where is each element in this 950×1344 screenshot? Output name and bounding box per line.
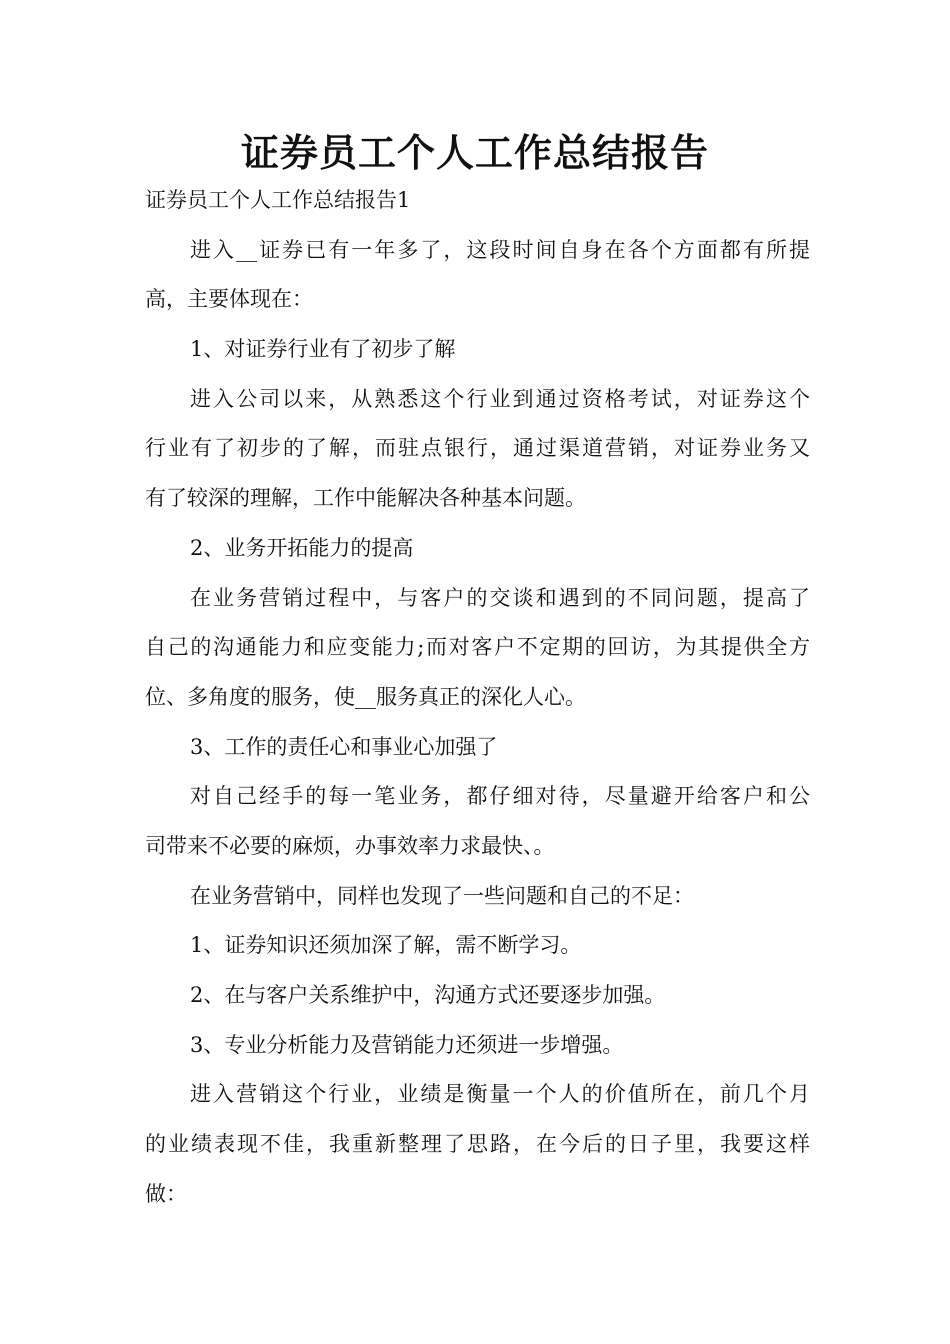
paragraph-line: 高，主要体现在： bbox=[145, 287, 313, 312]
paragraph-line: 进入__证券已有一年多了，这段时间自身在各个方面都有所提 bbox=[190, 237, 810, 262]
list-heading: 2、业务开拓能力的提高 bbox=[190, 535, 414, 560]
list-item: 1、证券知识还须加深了解，需不断学习。 bbox=[190, 933, 582, 958]
list-heading: 3、工作的责任心和事业心加强了 bbox=[190, 734, 498, 759]
paragraph-line: 行业有了初步的了解，而驻点银行，通过渠道营销，对证券业务又 bbox=[145, 436, 810, 461]
list-item: 2、在与客户关系维护中，沟通方式还要逐步加强。 bbox=[190, 983, 666, 1007]
paragraph-line: 位、多角度的服务，使__服务真正的深化人心。 bbox=[145, 684, 586, 709]
paragraph-line: 的业绩表现不佳，我重新整理了思路，在今后的日子里，我要这样 bbox=[145, 1132, 810, 1157]
document-title: 证券员工个人工作总结报告 bbox=[240, 131, 709, 175]
list-item: 3、专业分析能力及营销能力还须进一步增强。 bbox=[190, 1032, 624, 1057]
paragraph-line: 进入营销这个行业，业绩是衡量一个人的价值所在，前几个月 bbox=[190, 1082, 810, 1107]
paragraph-line: 在业务营销过程中，与客户的交谈和遇到的不同问题，提高了 bbox=[190, 585, 810, 610]
paragraph-line: 进入公司以来，从熟悉这个行业到通过资格考试，对证券这个 bbox=[190, 386, 810, 411]
paragraph-line: 在业务营销中，同样也发现了一些问题和自己的不足： bbox=[190, 883, 694, 908]
document-body bbox=[145, 176, 810, 1219]
paragraph-line: 自己的沟通能力和应变能力;而对客户不定期的回访，为其提供全方 bbox=[145, 635, 810, 660]
paragraph-line: 司带来不必要的麻烦，办事效率力求最快、。 bbox=[145, 833, 555, 858]
paragraph-line: 对自己经手的每一笔业务，都仔细对待，尽量避开给客户和公 bbox=[190, 784, 810, 809]
list-heading: 1、对证券行业有了初步了解 bbox=[190, 337, 456, 362]
paragraph-line: 做： bbox=[145, 1181, 187, 1206]
section-heading: 证券员工个人工作总结报告1 bbox=[145, 188, 411, 212]
paragraph-line: 有了较深的理解，工作中能解决各种基本问题。 bbox=[145, 486, 586, 511]
